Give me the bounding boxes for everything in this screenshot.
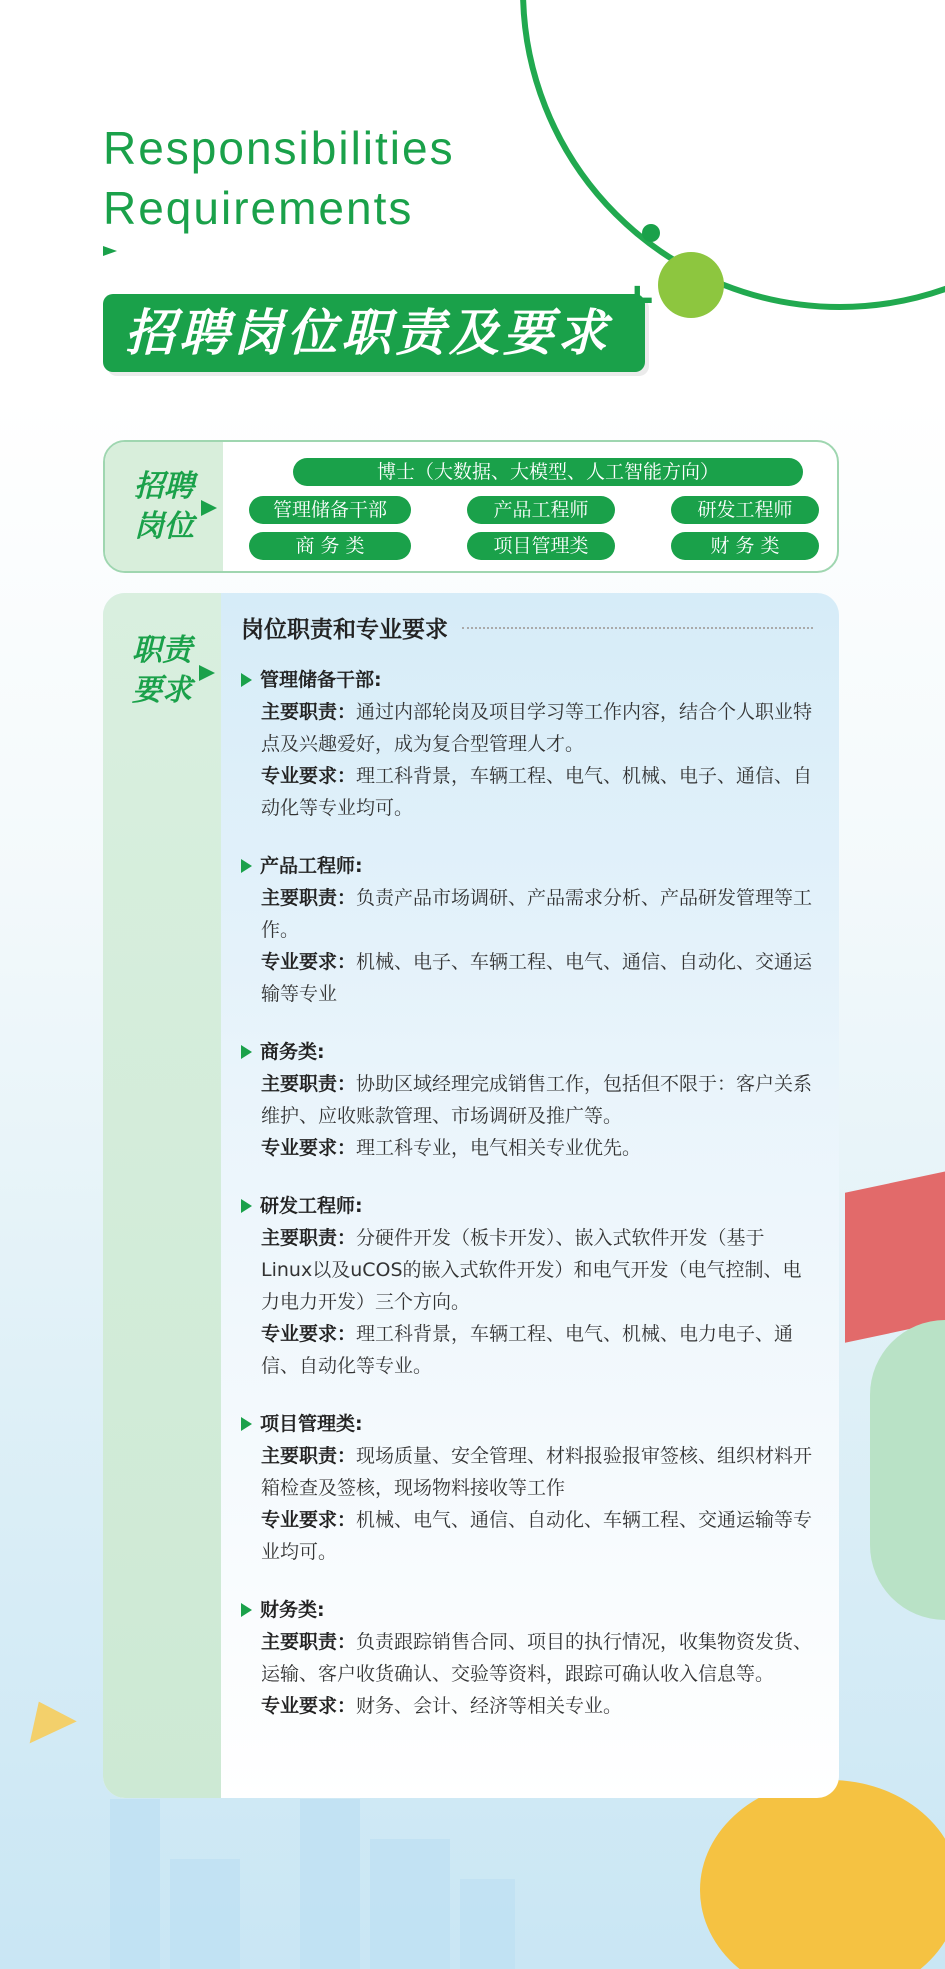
job-title: 项目管理类: bbox=[260, 1413, 363, 1435]
duties-label: 职责要求 bbox=[132, 633, 192, 708]
job-title: 管理储备干部: bbox=[260, 669, 382, 691]
building-decoration bbox=[300, 1799, 360, 1969]
lime-circle-decoration bbox=[658, 252, 724, 318]
triangle-icon bbox=[241, 1417, 252, 1431]
positions-panel bbox=[103, 440, 839, 573]
position-item: 项目管理类 bbox=[467, 532, 615, 560]
triangle-icon bbox=[241, 1045, 252, 1059]
job-requirement: 专业要求：理工科背景，车辆工程、电气、机械、电子、通信、自动化等专业均可。 bbox=[261, 765, 813, 819]
job-requirement: 专业要求：财务、会计、经济等相关专业。 bbox=[261, 1695, 623, 1717]
triangle-icon bbox=[241, 1603, 252, 1617]
job-title: 商务类: bbox=[260, 1041, 325, 1063]
triangle-icon bbox=[241, 1199, 252, 1213]
position-item: 财 务 类 bbox=[671, 532, 819, 560]
green-arc-decoration bbox=[520, 0, 945, 310]
positions-side-label bbox=[105, 442, 223, 571]
triangle-icon bbox=[241, 673, 252, 687]
job-requirement: 专业要求：机械、电气、通信、自动化、车辆工程、交通运输等专业均可。 bbox=[261, 1509, 813, 1563]
job-section bbox=[241, 664, 813, 824]
triangle-icon bbox=[241, 859, 252, 873]
position-item: 商 务 类 bbox=[249, 532, 411, 560]
position-item: 管理储备干部 bbox=[249, 496, 411, 524]
hero-title-line1: Responsibilities bbox=[103, 122, 455, 174]
green-shape-decoration bbox=[870, 1320, 945, 1620]
triangle-icon bbox=[103, 246, 117, 256]
job-requirement: 专业要求：理工科专业，电气相关专业优先。 bbox=[261, 1137, 642, 1159]
yellow-shape-decoration bbox=[700, 1780, 945, 1969]
job-duty: 主要职责：通过内部轮岗及项目学习等工作内容，结合个人职业特点及兴趣爱好，成为复合型管理人才。 bbox=[261, 701, 813, 755]
dotted-divider bbox=[462, 627, 813, 629]
duties-heading: 岗位职责和专业要求 bbox=[241, 617, 448, 643]
job-duty: 主要职责：现场质量、安全管理、材料报验报审签核、组织材料开箱检查及签核，现场物料接收等工作 bbox=[261, 1445, 813, 1499]
page-title: 招聘岗位职责及要求 bbox=[103, 294, 645, 372]
plus-icon: + bbox=[618, 272, 657, 326]
paper-plane-icon bbox=[15, 1691, 76, 1744]
job-duty: 主要职责：负责产品市场调研、产品需求分析、产品研发管理等工作。 bbox=[261, 887, 813, 941]
position-item: 产品工程师 bbox=[467, 496, 615, 524]
building-decoration bbox=[170, 1859, 240, 1969]
building-decoration bbox=[110, 1799, 160, 1969]
job-requirement: 专业要求：机械、电子、车辆工程、电气、通信、自动化、交通运输等专业 bbox=[261, 951, 813, 1005]
duties-body bbox=[241, 611, 813, 1748]
job-title: 财务类: bbox=[260, 1599, 325, 1621]
red-ribbon-decoration bbox=[845, 1167, 945, 1343]
job-title: 研发工程师: bbox=[260, 1195, 363, 1217]
job-requirement: 专业要求：理工科背景，车辆工程、电气、机械、电力电子、通信、自动化等专业。 bbox=[261, 1323, 794, 1377]
positions-label: 招聘岗位 bbox=[134, 468, 194, 544]
job-section bbox=[241, 1408, 813, 1568]
duties-panel bbox=[103, 593, 839, 1798]
job-duty: 主要职责：协助区域经理完成销售工作，包括但不限于：客户关系维护、应收账款管理、市场调研及推广等。 bbox=[261, 1073, 813, 1127]
job-section bbox=[241, 1594, 813, 1722]
job-section bbox=[241, 850, 813, 1010]
job-section bbox=[241, 1190, 813, 1382]
hero-title-line2: Requirements bbox=[103, 182, 414, 234]
job-duty: 主要职责：分硬件开发（板卡开发）、嵌入式软件开发（基于Linux以及uCOS的嵌入式软件开发）和电气开发（电气控制、电力电力开发）三个方向。 bbox=[261, 1227, 802, 1313]
job-title: 产品工程师: bbox=[260, 855, 363, 877]
hero-english-title bbox=[103, 118, 455, 238]
building-decoration bbox=[370, 1839, 450, 1969]
job-section bbox=[241, 1036, 813, 1164]
triangle-icon bbox=[199, 665, 215, 681]
position-featured: 博士（大数据、大模型、人工智能方向） bbox=[293, 458, 803, 486]
duties-heading-row bbox=[241, 611, 813, 644]
small-dot-decoration bbox=[642, 224, 660, 242]
triangle-icon bbox=[201, 500, 217, 516]
job-duty: 主要职责：负责跟踪销售合同、项目的执行情况，收集物资发货、运输、客户收货确认、交验等资料，跟踪可确认收入信息等。 bbox=[261, 1631, 813, 1685]
duties-side-label bbox=[103, 593, 221, 1798]
position-item: 研发工程师 bbox=[671, 496, 819, 524]
building-decoration bbox=[460, 1879, 515, 1969]
